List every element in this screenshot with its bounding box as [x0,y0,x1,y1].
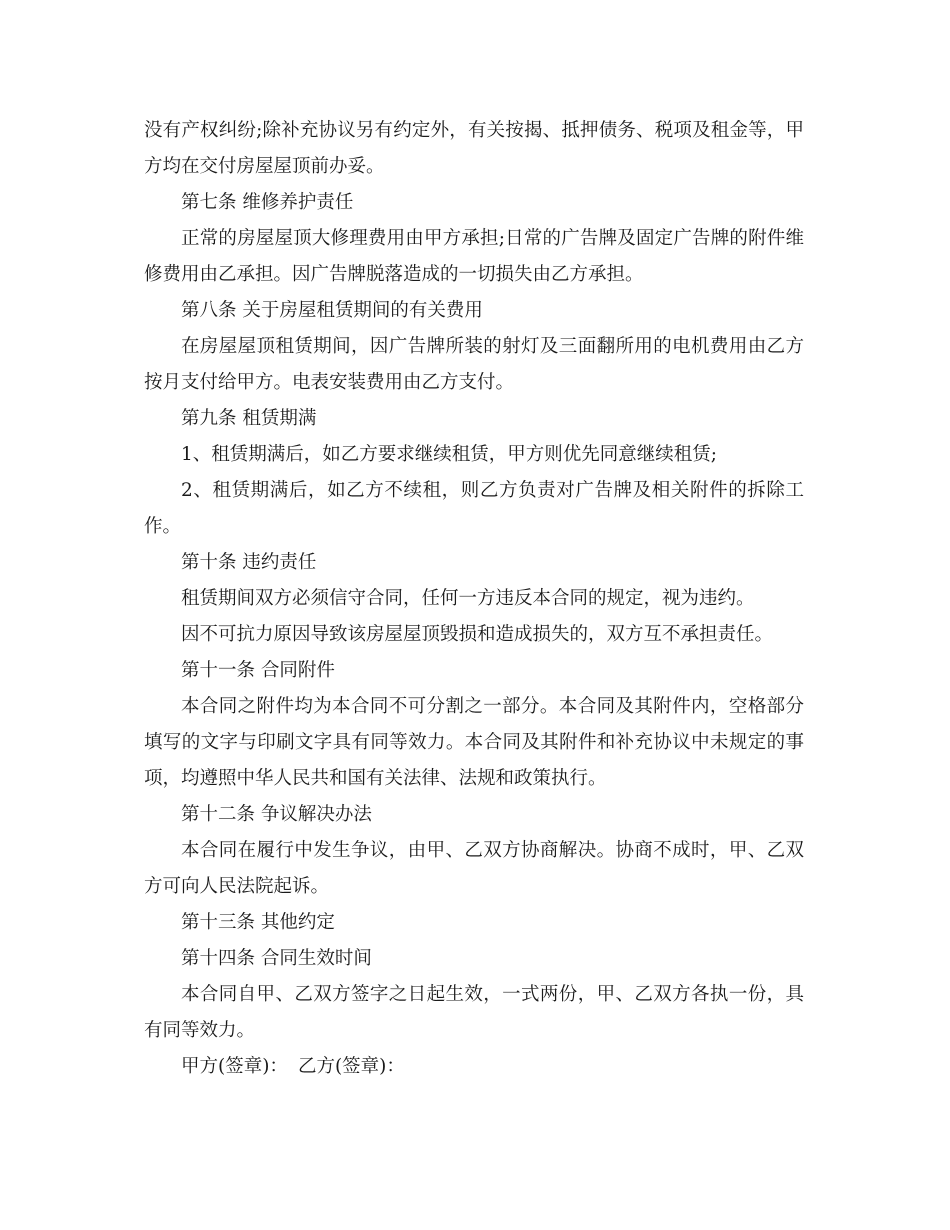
signature-line [144,1049,804,1085]
article-12-heading: 第十二条 争议解决办法 [181,804,372,825]
article-8-heading: 第八条 关于房屋租赁期间的有关费用 [181,300,483,321]
article-9-heading: 第九条 租赁期满 [181,408,317,429]
article-11-heading: 第十一条 合同附件 [181,660,335,681]
paragraph-dispute-resolution: 本合同在履行中发生争议，由甲、乙双方协商解决。协商不成时，甲、乙双方可向人民法院起诉。 [144,840,804,897]
article-14-heading: 第十四条 合同生效时间 [181,948,372,969]
paragraph-effective-date: 本合同自甲、乙双方签字之日起生效，一式两份，甲、乙双方各执一份，具有同等效力。 [144,984,804,1041]
paragraph-attachments: 本合同之附件均为本合同不可分割之一部分。本合同及其附件内，空格部分填写的文字与印刷文字具有同等效力。本合同及其附件和补充协议中未规定的事项，均遵照中华人民共和国有关法律、法规和政策执行。 [144,696,804,789]
paragraph-maintenance: 正常的房屋屋顶大修理费用由甲方承担;日常的广告牌及固定广告牌的附件维修费用由乙承担。因广告牌脱落造成的一切损失由乙方承担。 [144,228,804,285]
paragraph-force-majeure: 因不可抗力原因导致该房屋屋顶毁损和造成损失的，双方互不承担责任。 [181,624,774,645]
paragraph-lease-nonrenewal: 2、租赁期满后，如乙方不续租，则乙方负责对广告牌及相关附件的拆除工作。 [144,480,804,537]
party-b-signature-label: 乙方(签章)： [297,1056,405,1077]
article-13-heading: 第十三条 其他约定 [181,912,335,933]
article-7-heading: 第七条 维修养护责任 [181,192,354,213]
document-body [144,113,804,1085]
paragraph-lease-renewal: 1、租赁期满后，如乙方要求继续租赁，甲方则优先同意继续租赁; [181,444,718,465]
paragraph-rental-fees: 在房屋屋顶租赁期间，因广告牌所装的射灯及三面翻所用的电机费用由乙方按月支付给甲方。电表安装费用由乙方支付。 [144,336,804,393]
paragraph-property-dispute: 没有产权纠纷;除补充协议另有约定外，有关按揭、抵押债务、税项及租金等，甲方均在交付房屋屋顶前办妥。 [144,120,804,177]
party-a-signature-label: 甲方(签章)： [181,1056,288,1077]
article-10-heading: 第十条 违约责任 [181,552,317,573]
paragraph-breach: 租赁期间双方必须信守合同，任何一方违反本合同的规定，视为违约。 [181,588,755,609]
